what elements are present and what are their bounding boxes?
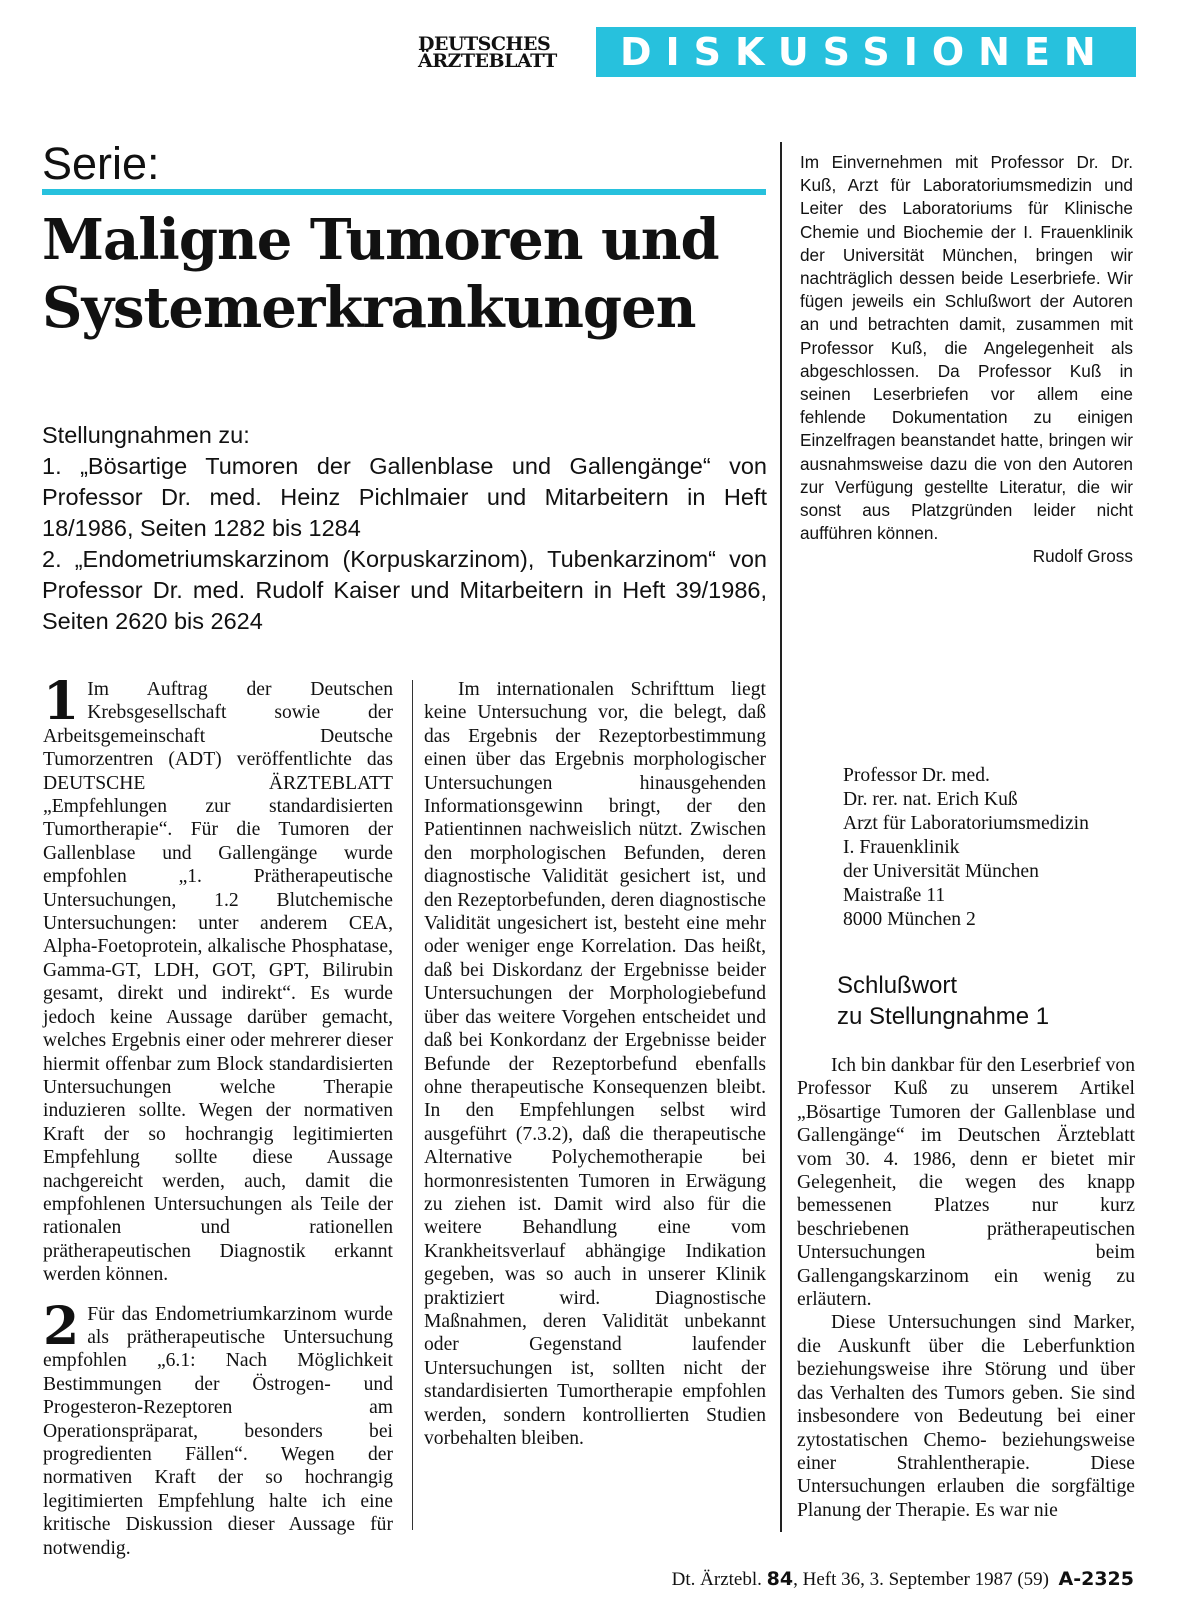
address-line-1: Professor Dr. med.	[843, 765, 990, 786]
title-line-1: Maligne Tumoren und	[42, 207, 719, 273]
letter-paragraph-1	[43, 671, 393, 1287]
closing-heading-line-1: Schlußwort	[837, 972, 958, 999]
editor-signature: Rudolf Gross	[1032, 546, 1133, 567]
editor-note	[800, 151, 1133, 569]
section-banner: DISKUSSIONEN	[596, 27, 1136, 77]
footer-journal: Dt. Ärztebl.	[671, 1569, 762, 1590]
body-column-3	[797, 678, 1135, 1522]
footer-volume: 84	[766, 1568, 794, 1590]
address-line-4: I. Frauenklinik	[843, 837, 960, 858]
footer-page-number: A-2325	[1058, 1568, 1134, 1590]
editor-note-text: Im Einvernehmen mit Professor Dr. Dr. Kuß, Arzt für Laboratoriumsmedizin und Leiter des Laboratoriums für Klinische Chemie und Biochemie der I. Frauenklinik der Universität München, bringen wir nachträglich dessen beide Leserbriefe. Wir fügen jeweils ein Schlußwort der Autoren an und betrachten damit, zusammen mit Professor Kuß, die Angelegenheit als abgeschlossen. Da Professor Kuß in seinen Leserbriefen vor allem eine fehlende Dokumentation zu einigen Einzelfragen beanstandet hatte, bringen wir ausnahmsweise dazu die von den Autoren zur Verfügung gestellte Literatur, die wir sonst aus Platzgründen leider nicht aufführen können.	[800, 152, 1133, 544]
series-label: Serie:	[42, 138, 160, 189]
closing-paragraph-1: Ich bin dankbar für den Leserbrief von Professor Kuß zu unserem Artikel „Bösartige Tumoren der Gallenblase und Gallengänge“ im Deutschen Ärzteblatt vom 30. 4. 1986, denn er bietet mir Gelegenheit, die wegen des knapp bemessenen Platzes nur kurz beschriebenen prätherapeutischen Untersuchungen beim Gallengangskarzinom ein wenig zu erläutern.	[797, 1055, 1135, 1311]
subtitle-item-1: 1. „Bösartige Tumoren der Gallenblase und Gallengänge“ von Professor Dr. med. Heinz Pichlmaier und Mitarbeitern in Heft 18/1986, Seiten 1282 bis 1284	[42, 453, 767, 541]
series-divider	[42, 189, 766, 195]
address-line-6: Maistraße 11	[843, 885, 946, 906]
column-divider-left	[412, 680, 413, 1530]
address-line-3: Arzt für Laboratoriumsmedizin	[843, 813, 1089, 834]
closing-heading	[837, 970, 1135, 1032]
address-line-2: Dr. rer. nat. Erich Kuß	[843, 789, 1018, 810]
footer-issue-date: , Heft 36, 3. September 1987 (59)	[793, 1569, 1050, 1590]
journal-masthead	[418, 33, 557, 72]
drop-numeral-2: 2	[43, 1295, 80, 1357]
subtitle-item-2: 2. „Endometriumskarzinom (Korpuskarzinom), Tubenkarzinom“ von Professor Dr. med. Rudolf Kaiser und Mitarbeitern in Heft 39/1986, Seiten 2620 bis 2624	[42, 546, 767, 634]
column-3-continuation-space	[797, 678, 1135, 748]
body-column-1	[43, 671, 393, 1560]
subtitle-intro: Stellungnahmen zu:	[42, 422, 250, 448]
column-divider-right	[780, 142, 782, 1532]
drop-numeral-1: 1	[43, 671, 80, 732]
article-title	[42, 206, 772, 342]
letter-paragraph-2	[43, 1295, 393, 1560]
closing-paragraph-2: Diese Untersuchungen sind Marker, die Auskunft über die Leberfunktion beziehungsweise ihre Störung und über das Verhalten des Tumors geben. Sie sind insbesondere von Bedeutung bei einer zytostatischen Chemo- beziehungsweise einer Strahlentherapie. Diese Untersuchungen erlauben die sorgfältige Planung der Therapie. Es war nie	[797, 1312, 1135, 1521]
masthead-line-1: DEUTSCHES	[418, 33, 551, 55]
body-column-2	[424, 678, 766, 1450]
page-footer	[600, 1568, 1134, 1591]
masthead-line-2: ÄRZTEBLATT	[418, 50, 557, 72]
letter-paragraph-3: Im internationalen Schrifttum liegt keine Untersuchung vor, die belegt, daß das Ergebnis der Rezeptorbestimmung einen über das Ergebnis morphologischer Untersuchungen hinausgehenden Informationsgewinn bringt, der den Patientinnen nachweislich nützt. Zwischen den morphologischen Befunden, deren diagnostische Validität gesichert ist, und den Rezeptorbefunden, deren diagnostische Validität ungesichert ist, besteht eine mehr oder weniger enge Korrelation. Das heißt, daß bei Diskordanz der Ergebnisse beider Untersuchungen der Morphologiebefund über das weitere Vorgehen entscheidet und daß bei Konkordanz der Ergebnisse beider Befunde der Rezeptorbefund ebenfalls ohne therapeutische Konsequenzen bleibt. In den Empfehlungen selbst wird ausgeführt (7.3.2), daß die therapeutische Alternative Polychemotherapie bei hormonresistenten Tumoren in Erwägung zu ziehen ist. Damit wird also für die weitere Behandlung eine vom Krankheitsverlauf abhängige Indikation gegeben, was so auch in unserer Klinik praktiziert wird. Diagnostische Maßnahmen, deren Validität unbekannt oder Gegenstand laufender Untersuchungen ist, sollten nicht der standardisierten Tumortherapie empfohlen werden, sondern kontrollierten Studien vorbehalten bleiben.	[424, 679, 766, 1449]
closing-heading-line-2: zu Stellungnahme 1	[837, 1003, 1050, 1030]
author-address	[843, 764, 1135, 932]
article-subtitle	[42, 420, 767, 637]
title-line-2: Systemerkrankungen	[42, 275, 696, 341]
letter-paragraph-2-text: Für das Endometriumkarzinom wurde als prätherapeutische Untersuchung empfohlen „6.1: Nach Möglichkeit Bestimmungen der Östrogen- und Progesteron-Rezeptoren am Operationspräparat, besonders bei progredienten Fällen“. Wegen der normativen Kraft der so hochrangig legitimierten Empfehlung halte ich eine kritische Diskussion dieser Aussage für notwendig.	[43, 1303, 393, 1559]
letter-paragraph-1-text: Im Auftrag der Deutschen Krebsgesellschaft sowie der Arbeitsgemeinschaft Deutsche Tumorzentren (ADT) veröffentlichte das DEUTSCHE ÄRZTEBLATT „Empfehlungen zur standardisierten Tumortherapie“. Für die Tumoren der Gallenblase und Gallengänge wurde empfohlen „1. Prätherapeutische Untersuchungen, 1.2 Blutchemische Untersuchungen: unter anderem CEA, Alpha-Foetoprotein, alkalische Phosphatase, Gamma-GT, LDH, GOT, GPT, Bilirubin gesamt, direkt und indirekt“. Es wurde jedoch keine Aussage darüber gemacht, welches Ergebnis einer oder mehrerer dieser hiermit offenbar zum Block standardisierten Untersuchungen welche Therapie induzieren sollte. Wegen der normativen Kraft der so hochrangig legitimierten Empfehlung sollte diese Aussage nachgereicht werden, auch, damit die empfohlenen Untersuchungen als Teile der rationalen und rationellen prätherapeutischen Diagnostik erkannt werden können.	[43, 679, 393, 1286]
address-line-7: 8000 München 2	[843, 909, 976, 930]
address-line-5: der Universität München	[843, 861, 1039, 882]
